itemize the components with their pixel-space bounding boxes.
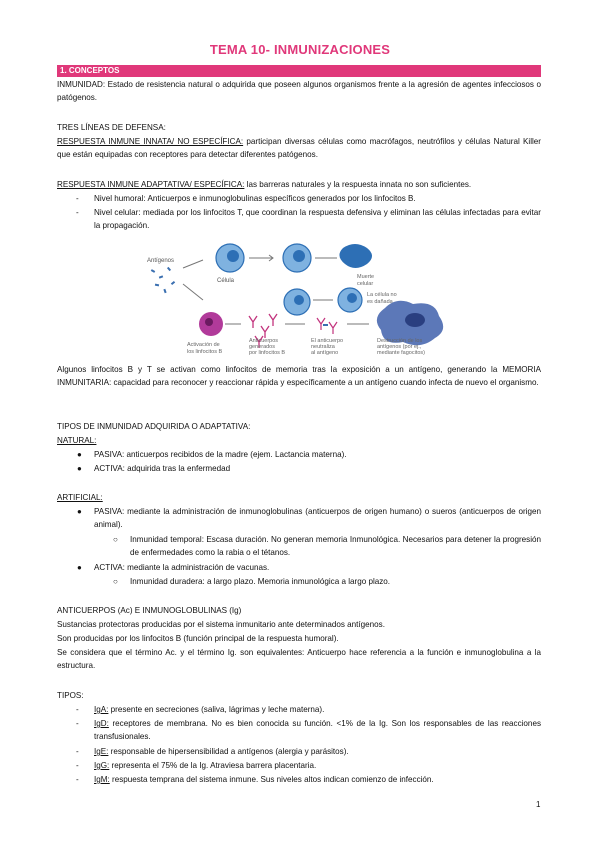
tipo-igg bbox=[94, 759, 541, 772]
artificial-item-pasiva: PASIVA: mediante la administración de inmunoglobulinas (anticuerpos de origen humano) o sueros (anticuerpos de origen animal). bbox=[94, 507, 541, 529]
anticuerpos-line1: Sustancias protectoras producidas por el sistema inmunitario ante determinados antígenos. bbox=[57, 620, 385, 629]
dash-bullet: - bbox=[76, 705, 79, 714]
anticuerpos-heading: ANTICUERPOS (Ac) E INMUNOGLOBULINAS (Ig) bbox=[57, 606, 242, 615]
dash-bullet: - bbox=[76, 761, 79, 770]
dash-bullet: - bbox=[76, 747, 79, 756]
innata-paragraph bbox=[57, 135, 541, 161]
artificial-activa-sub: Inmunidad duradera: a largo plazo. Memoria inmunológica a largo plazo. bbox=[130, 577, 391, 586]
tres-lineas-heading: TRES LÍNEAS DE DEFENSA: bbox=[57, 123, 166, 132]
label-anticuerpos3: por linfocitos B bbox=[249, 350, 286, 356]
dot-bullet: ● bbox=[77, 464, 82, 473]
tipos-heading: TIPOS: bbox=[57, 691, 84, 700]
label-celular: celular bbox=[357, 281, 374, 287]
label-celula: Célula bbox=[217, 278, 235, 284]
section-heading-conceptos: 1. CONCEPTOS bbox=[57, 65, 541, 77]
dot-bullet: ● bbox=[77, 507, 82, 516]
page-title: TEMA 10- INMUNIZACIONES bbox=[209, 42, 391, 57]
circle-bullet: ○ bbox=[113, 535, 118, 544]
label-neutraliza1: El anticuerpo bbox=[311, 338, 344, 344]
antigen-particles bbox=[151, 267, 175, 293]
dead-cell-icon bbox=[339, 244, 372, 268]
label-neutraliza2: neutraliza bbox=[311, 344, 335, 350]
dot-bullet: ● bbox=[77, 450, 82, 459]
tipo-iga-text: presente en secreciones (saliva, lágrimas y leche materna). bbox=[108, 705, 325, 714]
tipo-ige-text: responsable de hipersensibilidad a antígenos (alergia y parásitos). bbox=[108, 747, 349, 756]
adaptativa-item-humoral: Nivel humoral: Anticuerpos e inmunoglobulinas específicos generados por los linfocitos B. bbox=[94, 194, 416, 203]
innata-text: participan diversas células como macrófagos, neutrófilos y células Natural Killer que están equipadas con receptores para detectar diferentes patógenos. bbox=[57, 137, 541, 159]
natural-item-activa: ACTIVA: adquirida tras la enfermedad bbox=[94, 464, 231, 473]
artificial-heading: ARTIFICIAL: bbox=[57, 493, 103, 502]
inmunidad-term: INMUNIDAD bbox=[57, 80, 103, 89]
adaptativa-term: RESPUESTA INMUNE ADAPTATIVA/ ESPECÍFICA: bbox=[57, 180, 245, 189]
label-destruccion3: mediante fagocitos) bbox=[377, 350, 425, 356]
artificial-pasiva-sub: Inmunidad temporal: Escasa duración. No generan memoria Inmunológica. Necesarios para detener la progresión de enfermedades como la rabia o el tétanos. bbox=[130, 535, 541, 557]
memoria-paragraph: Algunos linfocitos B y T se activan como linfocitos de memoria tras la exposición a un antígeno, generando la MEMORIA INMUNITARIA: capacidad para reconocer y reaccionar rápida y específicamente a un antígeno cuando infecta de nuevo el organismo. bbox=[57, 365, 541, 387]
tipo-iga bbox=[94, 703, 541, 716]
label-destruccion2: antígenos (por ej., bbox=[377, 344, 422, 350]
innata-term: RESPUESTA INMUNE INNATA/ NO ESPECÍFICA: bbox=[57, 137, 244, 146]
natural-item-pasiva: PASIVA: anticuerpos recibidos de la madre (ejem. Lactancia materna). bbox=[94, 450, 347, 459]
label-activacion1: Activación de bbox=[187, 342, 220, 348]
tipo-ige-term: IgE: bbox=[94, 747, 109, 756]
dash-bullet: - bbox=[76, 194, 79, 203]
tipo-igm-term: IgM: bbox=[94, 775, 110, 784]
tipo-iga-term: IgA: bbox=[94, 705, 109, 714]
immune-response-figure bbox=[145, 238, 475, 358]
tipo-ige bbox=[94, 745, 541, 758]
dash-bullet: - bbox=[76, 208, 79, 217]
tipo-igm bbox=[94, 773, 541, 786]
inmunidad-definition bbox=[57, 78, 541, 104]
anticuerpos-line3: Se considera que el término Ac. y el término Ig. son equivalentes: Anticuerpo hace referencia a la función e inmunoglobulina a la estructura. bbox=[57, 648, 541, 670]
circle-bullet: ○ bbox=[113, 577, 118, 586]
dot-bullet: ● bbox=[77, 563, 82, 572]
label-neutraliza3: al antígeno bbox=[311, 350, 339, 356]
tipo-igd bbox=[94, 717, 541, 743]
label-muerte: Muerte bbox=[357, 274, 375, 280]
label-antigenos: Antígenos bbox=[147, 258, 175, 264]
label-anticuerpos2: generados bbox=[249, 344, 275, 350]
tipo-igd-text: receptores de membrana. No es bien conocida su función. <1% de la Ig. Son los responsables de las reacciones transfusionales. bbox=[94, 719, 541, 741]
label-no-es: La célula no bbox=[367, 292, 397, 298]
tipo-igg-term: IgG: bbox=[94, 761, 110, 770]
dash-bullet: - bbox=[76, 775, 79, 784]
label-anticuerpos1: Anticuerpos bbox=[249, 338, 279, 344]
tipo-igd-term: IgD: bbox=[94, 719, 109, 728]
label-danada: es dañada bbox=[367, 299, 393, 305]
anticuerpos-line2: Son producidas por los linfocitos B (función principal de la respuesta humoral). bbox=[57, 634, 339, 643]
adaptativa-item-celular: Nivel celular: mediada por los linfocitos T, que coordinan la respuesta defensiva y eliminan las células infectadas para evitar la propagación. bbox=[94, 208, 541, 230]
label-destruccion1: Destrucción de los bbox=[377, 338, 423, 344]
page-number: 1 bbox=[536, 800, 541, 809]
label-activacion2: los linfocitos B bbox=[187, 349, 223, 355]
inmunidad-text: : Estado de resistencia natural o adquirida que poseen algunos organismos frente a la agresión de agentes infecciosos o patógenos. bbox=[57, 80, 541, 102]
adaptativa-paragraph bbox=[57, 178, 541, 191]
tipo-igm-text: respuesta temprana del sistema inmune. Sus niveles altos indican comienzo de infección. bbox=[109, 775, 434, 784]
natural-heading: NATURAL: bbox=[57, 436, 97, 445]
artificial-item-activa: ACTIVA: mediante la administración de vacunas. bbox=[94, 563, 270, 572]
adaptativa-text: las barreras naturales y la respuesta innata no son suficientes. bbox=[244, 180, 472, 189]
dash-bullet: - bbox=[76, 719, 79, 728]
tipos-inmunidad-heading: TIPOS DE INMUNIDAD ADQUIRIDA O ADAPTATIVA: bbox=[57, 422, 251, 431]
tipo-igg-text: representa el 75% de la Ig. Atraviesa barrera placentaria. bbox=[109, 761, 317, 770]
